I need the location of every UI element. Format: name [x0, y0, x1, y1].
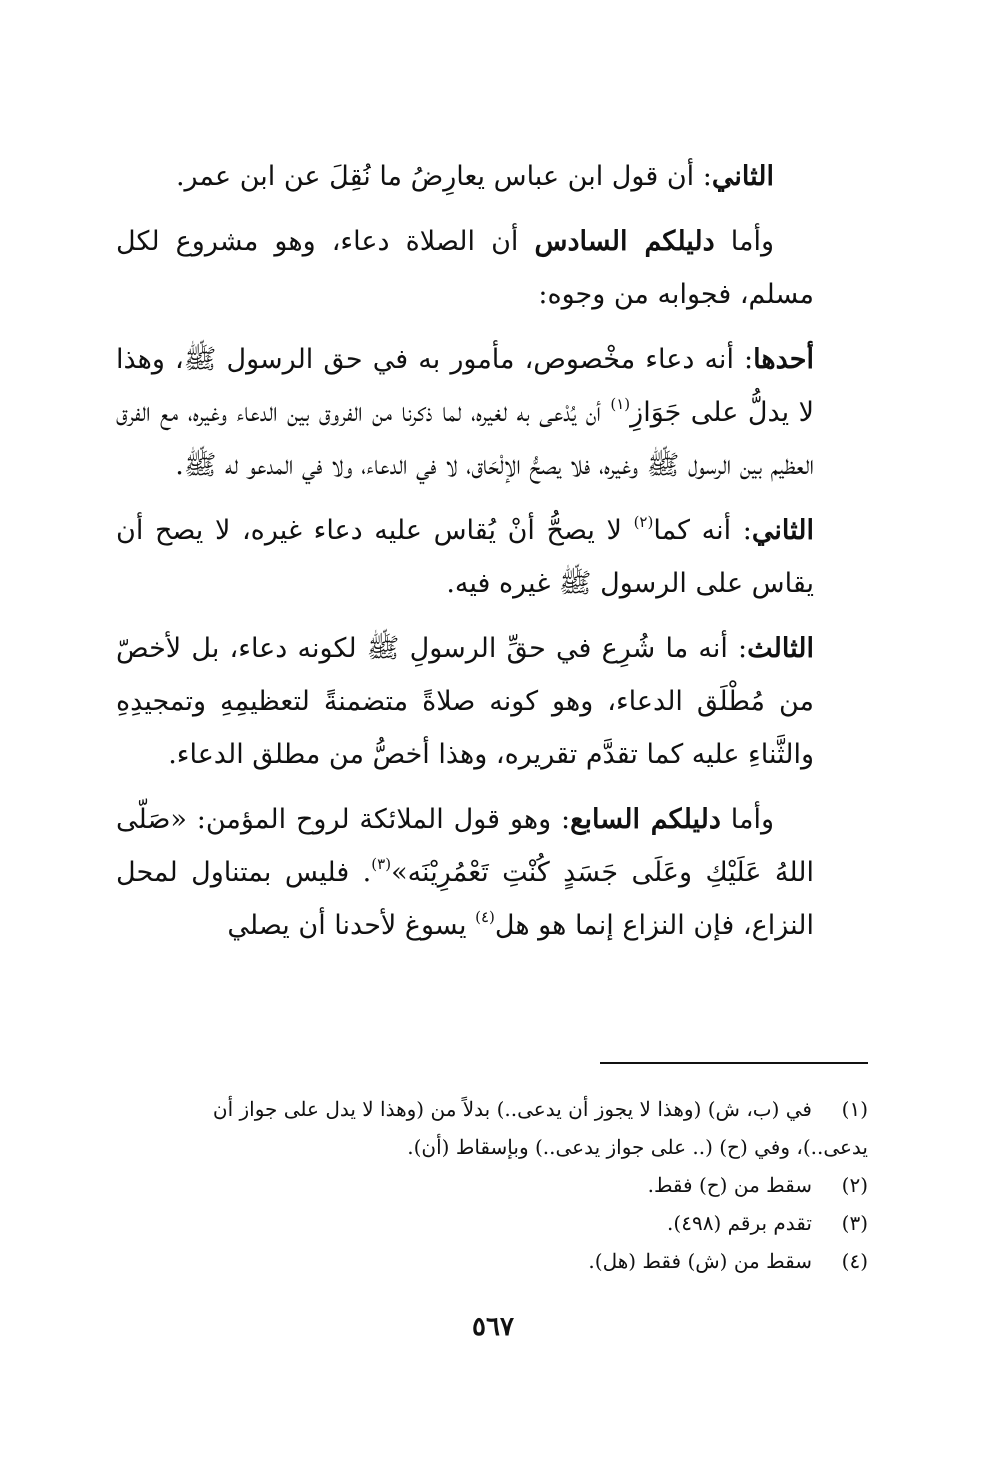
bold-term: الثالث [747, 633, 814, 664]
paragraph [116, 333, 814, 492]
footnote-marker: (١) [610, 395, 631, 413]
footnote-marker: (٢) [633, 513, 654, 531]
paragraph [116, 622, 814, 781]
text-run: أن الصلاة دعاء، وهو مشروع لكل مسلم، فجوابه من وجوه: [116, 226, 814, 310]
text-run: يسوغ لأحدنا أن يصلي [227, 910, 476, 941]
footnote-text: سقط من (ش) فقط (هل). [588, 1249, 812, 1273]
paragraph [116, 215, 814, 321]
footnote [116, 1166, 868, 1204]
footnote [116, 1242, 868, 1280]
footnote [116, 1204, 868, 1242]
bold-term: أحدها [753, 344, 814, 375]
text-run: : أنه ما شُرِع في حقِّ الرسولِ ﷺ لكونه دعاء، بل لأخصّ من مُطْلَق الدعاء، وهو كونه صلاةً متضمنةً لتعظيمِهِ وتمجيدِهِ والثَّناءِ عليه كما تقدَّم تقريره، وهذا أخصُّ من مطلق الدعاء. [116, 633, 814, 770]
text-run: : وهو قول الملائكة لروح المؤمن: «صَلّى اللهُ عَلَيْكِ وعَلَى جَسَدٍ كُنْتِ تَعْمُرِيْنَه» [116, 804, 815, 888]
footnote-separator [600, 1062, 868, 1064]
paragraph [116, 504, 814, 610]
footnote-marker: (٣) [371, 855, 392, 873]
footnote-text: سقط من (ح) فقط. [647, 1173, 812, 1197]
main-text [116, 150, 814, 964]
bold-term: دليلكم السادس [534, 226, 715, 257]
text-run: أن يُدْعى به لغيره، لما ذكرنا من الفروق بين الدعاء وغيره، مع الفرق العظيم بين الرسول ﷺ وغيره، فلا يصحُّ الإلْحَاق، لا في الدعاء، ولا في المدعو له ﷺ. [116, 397, 814, 481]
footnote-number: (٤) [841, 1249, 868, 1273]
footnote-continuation: يدعى..)، وفي (ح) (.. على جواز يدعى..) وبإسقاط (أن). [407, 1135, 868, 1159]
paragraph [116, 150, 814, 203]
footnote-number: (٢) [841, 1173, 868, 1197]
footnote-number: (١) [841, 1097, 868, 1121]
footnote-number: (٣) [841, 1211, 868, 1235]
footnote [116, 1090, 868, 1128]
text-run: . فليس بمتناول لمحل النزاع، فإن النزاع إنما هو هل [116, 857, 814, 941]
text-run: : أنه دعاء مخْصوص، مأمور به في حق الرسول ﷺ، وهذا لا يدلُّ على جَوَازِ [116, 344, 815, 428]
text-run: : أن قول ابن عباس يعارِضُ ما نُقِلَ عن ابن عمر. [175, 161, 712, 192]
bold-term: الثاني [711, 161, 774, 192]
bold-term: الثاني [751, 515, 815, 546]
footnotes [116, 1090, 868, 1280]
text-run: وأما [714, 226, 775, 257]
text-run: لا يصحُّ أنْ يُقاس عليه دعاء غيره، لا يصح أن يقاس على الرسول ﷺ غيره فيه. [116, 515, 814, 599]
text-run: وأما [720, 804, 774, 835]
footnote-marker: (٤) [475, 908, 495, 926]
footnote-text: تقدم برقم (٤٩٨). [667, 1211, 812, 1235]
bold-term: دليلكم السابع [570, 804, 721, 835]
page-number: ٥٦٧ [472, 1312, 514, 1342]
text-run: : أنه كما [653, 515, 752, 546]
paragraph [116, 793, 814, 952]
footnote-text: في (ب، ش) (وهذا لا يجوز أن يدعى..) بدلاً من (وهذا لا يدل على جواز أن [212, 1097, 812, 1121]
